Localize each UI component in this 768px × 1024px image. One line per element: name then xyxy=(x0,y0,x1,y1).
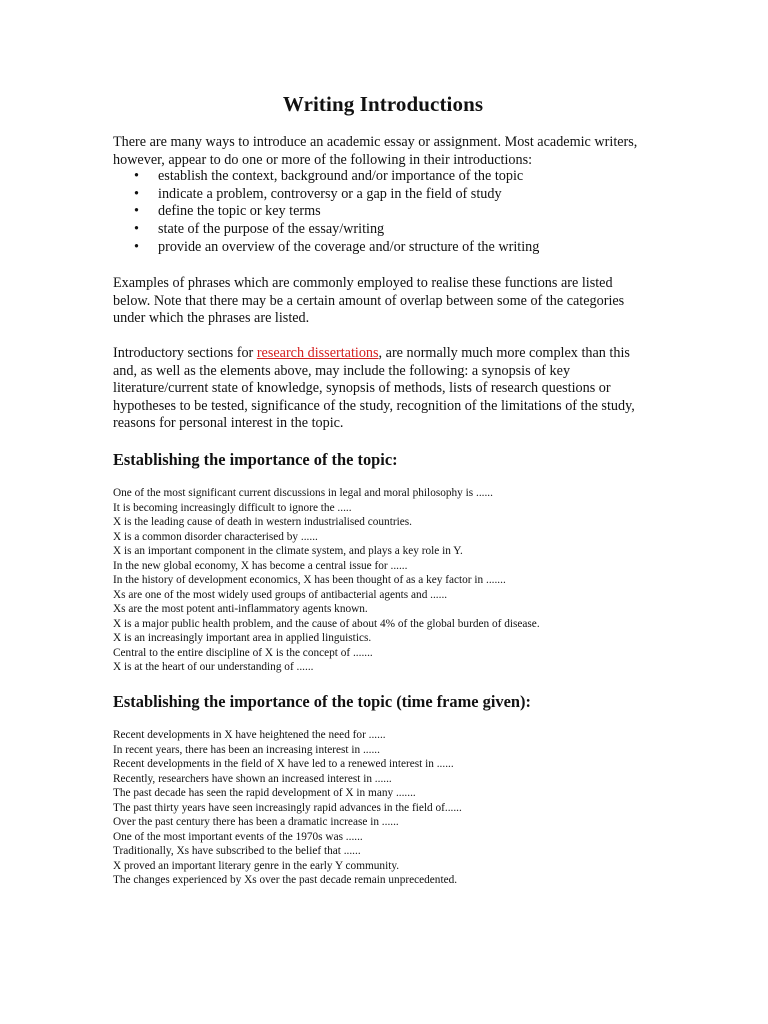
phrase-item: In the history of development economics, X has been thought of as a key factor in ....... xyxy=(113,574,506,586)
phrase-item: The past decade has seen the rapid development of X in many ....... xyxy=(113,787,416,799)
list-item xyxy=(113,186,539,204)
phrase-item: The changes experienced by Xs over the past decade remain unprecedented. xyxy=(113,874,458,886)
list-item-text: establish the context, background and/or importance of the topic xyxy=(158,168,524,184)
list-item xyxy=(113,203,539,221)
phrase-item: X is a major public health problem, and the cause of about 4% of the global burden of disease. xyxy=(113,617,540,630)
research-text-before: Introductory sections for xyxy=(113,345,257,361)
phrase-item: Xs are one of the most widely used groups of antibacterial agents and ...... xyxy=(113,588,448,601)
phrase-item: X is at the heart of our understanding of ...... xyxy=(113,661,314,673)
bullet-icon: • xyxy=(134,203,139,220)
phrase-item: It is becoming increasingly difficult to ignore the ..... xyxy=(113,501,352,514)
list-item-text: provide an overview of the coverage and/or structure of the writing xyxy=(158,238,540,255)
list-item-text: state of the purpose of the essay/writing xyxy=(158,221,385,238)
functions-list xyxy=(113,168,539,257)
examples-paragraph: Examples of phrases which are commonly employed to realise these functions are listed below. Note that there may be a certain amount of overlap between some of the categories under which the phrases are listed. xyxy=(113,275,625,326)
list-item xyxy=(113,168,539,186)
phrase-item: The past thirty years have seen increasingly rapid advances in the field of...... xyxy=(113,801,462,814)
bullet-icon: • xyxy=(134,221,139,238)
phrase-item: X is an increasingly important area in applied linguistics. xyxy=(113,632,372,644)
phrase-item: X is a common disorder characterised by ...... xyxy=(113,530,318,543)
phrase-item: Recent developments in X have heightened the need for ...... xyxy=(113,729,386,741)
research-paragraph xyxy=(113,345,653,433)
phrase-list-time-frame xyxy=(113,728,462,888)
research-dissertations-link[interactable]: research dissertations xyxy=(256,345,379,361)
phrase-item: Recent developments in the field of X have led to a renewed interest in ...... xyxy=(113,758,454,770)
list-item-text: define the topic or key terms xyxy=(158,203,321,220)
phrase-item: X is the leading cause of death in western industrialised countries. xyxy=(113,516,412,528)
section-heading-time-frame: Establishing the importance of the topic (time frame given): xyxy=(113,692,531,711)
bullet-icon: • xyxy=(134,238,139,255)
bullet-icon: • xyxy=(134,185,139,202)
list-item xyxy=(113,239,539,257)
phrase-item: Traditionally, Xs have subscribed to the belief that ...... xyxy=(113,845,361,857)
phrase-item: Recently, researchers have shown an increased interest in ...... xyxy=(113,772,392,785)
phrase-item: X is an important component in the climate system, and plays a key role in Y. xyxy=(113,545,463,557)
phrase-item: In recent years, there has been an increasing interest in ...... xyxy=(113,743,380,756)
list-item xyxy=(113,221,539,239)
bullet-icon: • xyxy=(134,168,139,184)
research-text-after: , are normally much more complex than this and, as well as the elements above, may include the following: a synopsis of key literature/current state of knowledge, synopsis of methods, lists of research questions or hypotheses to be tested, significance of the study, recognition of the limitations of the study, reasons for personal interest in the topic. xyxy=(113,345,635,431)
list-item-text: indicate a problem, controversy or a gap in the field of study xyxy=(158,185,502,202)
phrase-item: Over the past century there has been a dramatic increase in ...... xyxy=(113,816,399,828)
intro-paragraph: There are many ways to introduce an academic essay or assignment. Most academic writers, however, appear to do one or more of the following in their introductions: xyxy=(113,134,638,168)
phrase-item: In the new global economy, X has become a central issue for ...... xyxy=(113,559,408,572)
document-title: Writing Introductions xyxy=(282,92,484,116)
phrase-item: One of the most important events of the 1970s was ...... xyxy=(113,830,363,843)
phrase-item: Central to the entire discipline of X is the concept of ....... xyxy=(113,646,373,659)
phrase-list-importance xyxy=(113,486,540,675)
phrase-item: One of the most significant current discussions in legal and moral philosophy is ...... xyxy=(113,487,493,499)
phrase-item: Xs are the most potent anti-inflammatory agents known. xyxy=(113,603,368,615)
phrase-item: X proved an important literary genre in the early Y community. xyxy=(113,859,400,872)
section-heading-importance: Establishing the importance of the topic: xyxy=(113,450,398,469)
